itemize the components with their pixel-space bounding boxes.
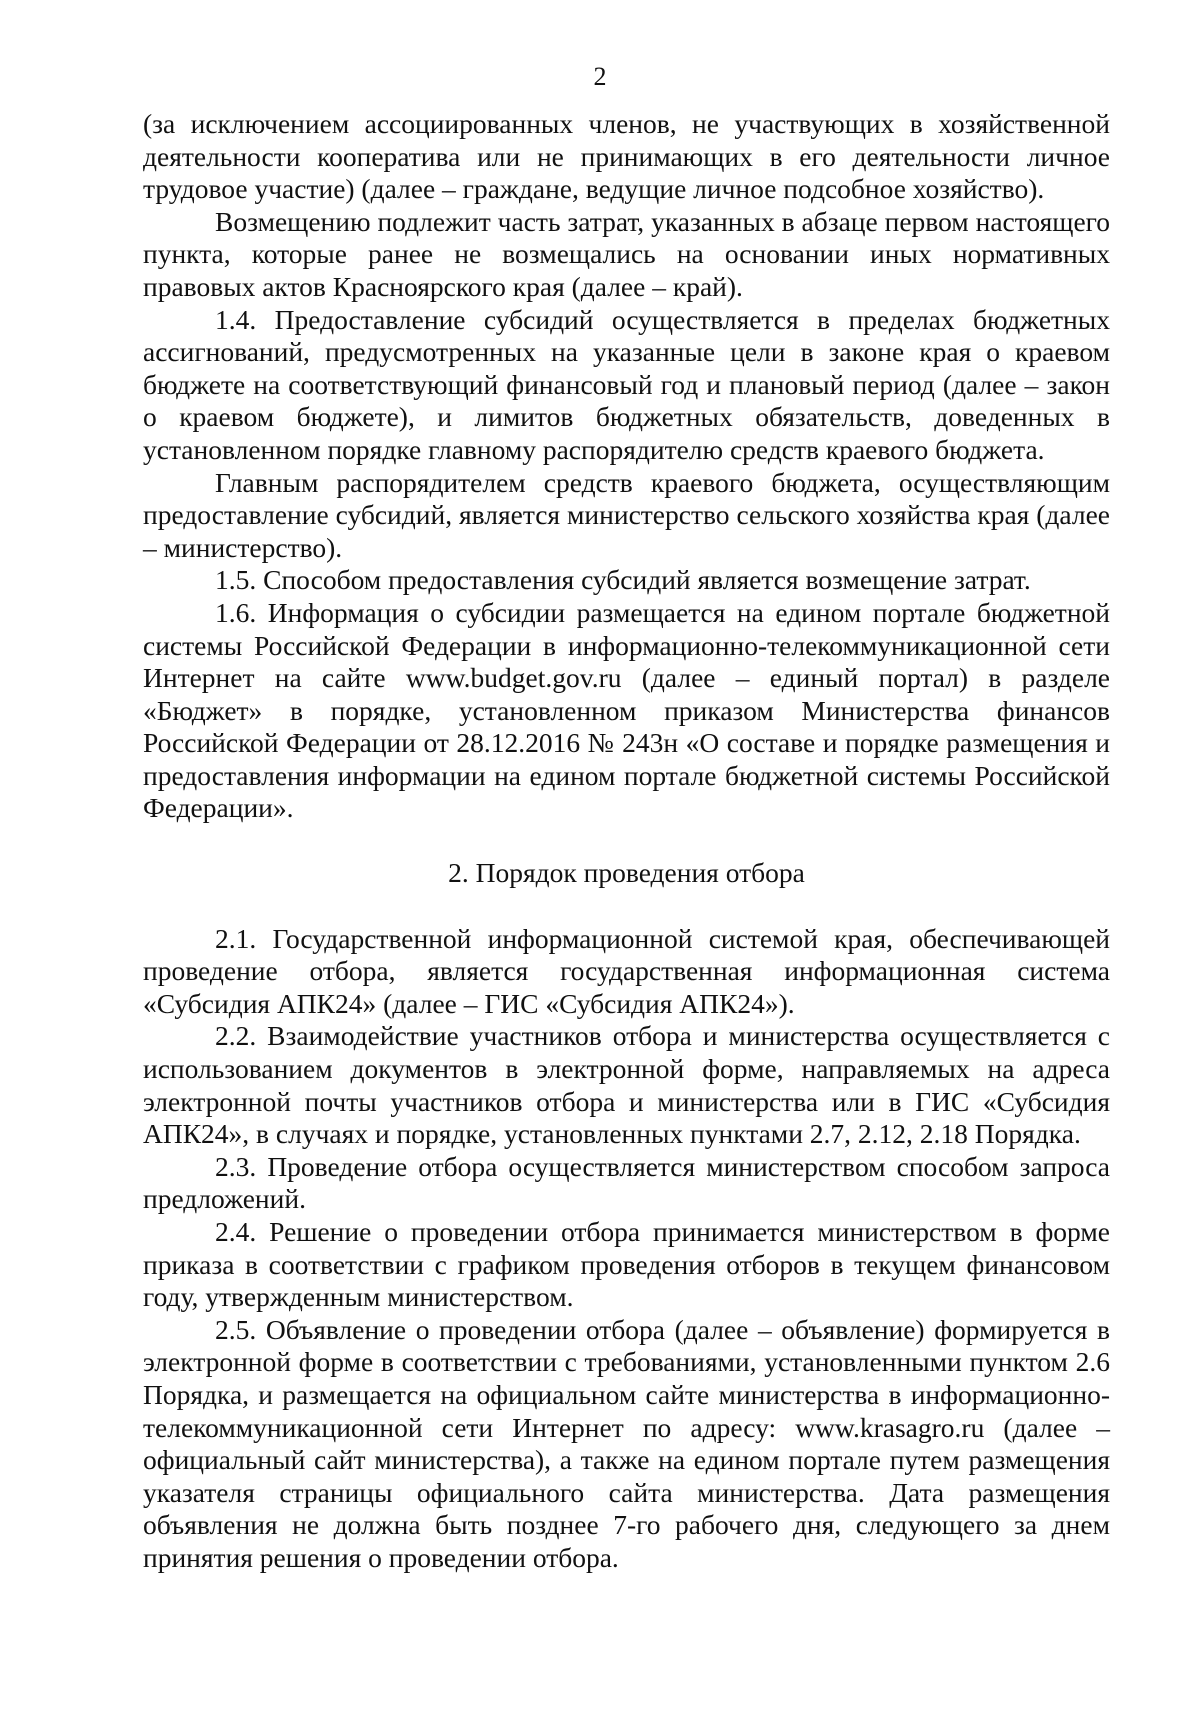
paragraph: 2.2. Взаимодействие участников отбора и министерства осуществляется с использованием документов в электронной форме, направляемых на адреса электронной почты участников отбора и министерства или в ГИС «Субсидия АПК24», в случаях и порядке, установленных пунктами 2.7, 2.12, 2.18 Порядка. — [143, 1020, 1110, 1150]
section-heading: 2. Порядок проведения отбора — [448, 857, 805, 889]
section-1-continuation — [143, 108, 1110, 825]
document-body — [143, 108, 1110, 1575]
paragraph: Главным распорядителем средств краевого бюджета, осуществляющим предоставление субсидий, является министерство сельского хозяйства края (далее – министерство). — [143, 466, 1110, 563]
paragraph: Возмещению подлежит часть затрат, указанных в абзаце первом настоящего пункта, которые ранее не возмещались на основании иных нормативных правовых актов Красноярского края (далее – край). — [143, 205, 1110, 302]
paragraph: 1.4. Предоставление субсидий осуществляется в пределах бюджетных ассигнований, предусмотренных на указанные цели в законе края о краевом бюджете на соответствующий финансовый год и плановый период (далее – закон о краевом бюджете), и лимитов бюджетных обязательств, доведенных в установленном порядке главному распорядителю средств краевого бюджета. — [143, 303, 1110, 465]
paragraph: 1.5. Способом предоставления субсидий является возмещение затрат. — [215, 564, 1031, 596]
paragraph: 2.5. Объявление о проведении отбора (далее – объявление) формируется в электронной форме в соответствии с требованиями, установленными пунктом 2.6 Порядка, и размещается на официальном сайте министерства в информационно-телекоммуникационной сети Интернет по адресу: www.krasagro.ru (далее – официальный сайт министерства), а также на едином портале путем размещения указателя страницы официального сайта министерства. Дата размещения объявления не должна быть позднее 7-го рабочего дня, следующего за днем принятия решения о проведении отбора. — [143, 1313, 1110, 1573]
page-number: 2 — [593, 62, 607, 91]
section-2 — [143, 923, 1110, 1575]
paragraph: 1.6. Информация о субсидии размещается на едином портале бюджетной системы Российской Федерации в информационно-телекоммуникационной сети Интернет на сайте www.budget.gov.ru (далее – единый портал) в разделе «Бюджет» в порядке, установленном приказом Министерства финансов Российской Федерации от 28.12.2016 № 243н «О составе и порядке размещения и предоставления информации на едином портале бюджетной системы Российской Федерации». — [143, 596, 1110, 824]
paragraph: (за исключением ассоциированных членов, не участвующих в хозяйственной деятельности кооператива или не принимающих в его деятельности личное трудовое участие) (далее – граждане, ведущие личное подсобное хозяйство). — [143, 108, 1110, 205]
paragraph: 2.1. Государственной информационной системой края, обеспечивающей проведение отбора, является государственная информационная система «Субсидия АПК24» (далее – ГИС «Субсидия АПК24»). — [143, 922, 1110, 1019]
paragraph: 2.4. Решение о проведении отбора принимается министерством в форме приказа в соответствии с графиком проведения отборов в текущем финансовом году, утвержденным министерством. — [143, 1216, 1110, 1313]
paragraph: 2.3. Проведение отбора осуществляется министерством способом запроса предложений. — [143, 1150, 1110, 1215]
